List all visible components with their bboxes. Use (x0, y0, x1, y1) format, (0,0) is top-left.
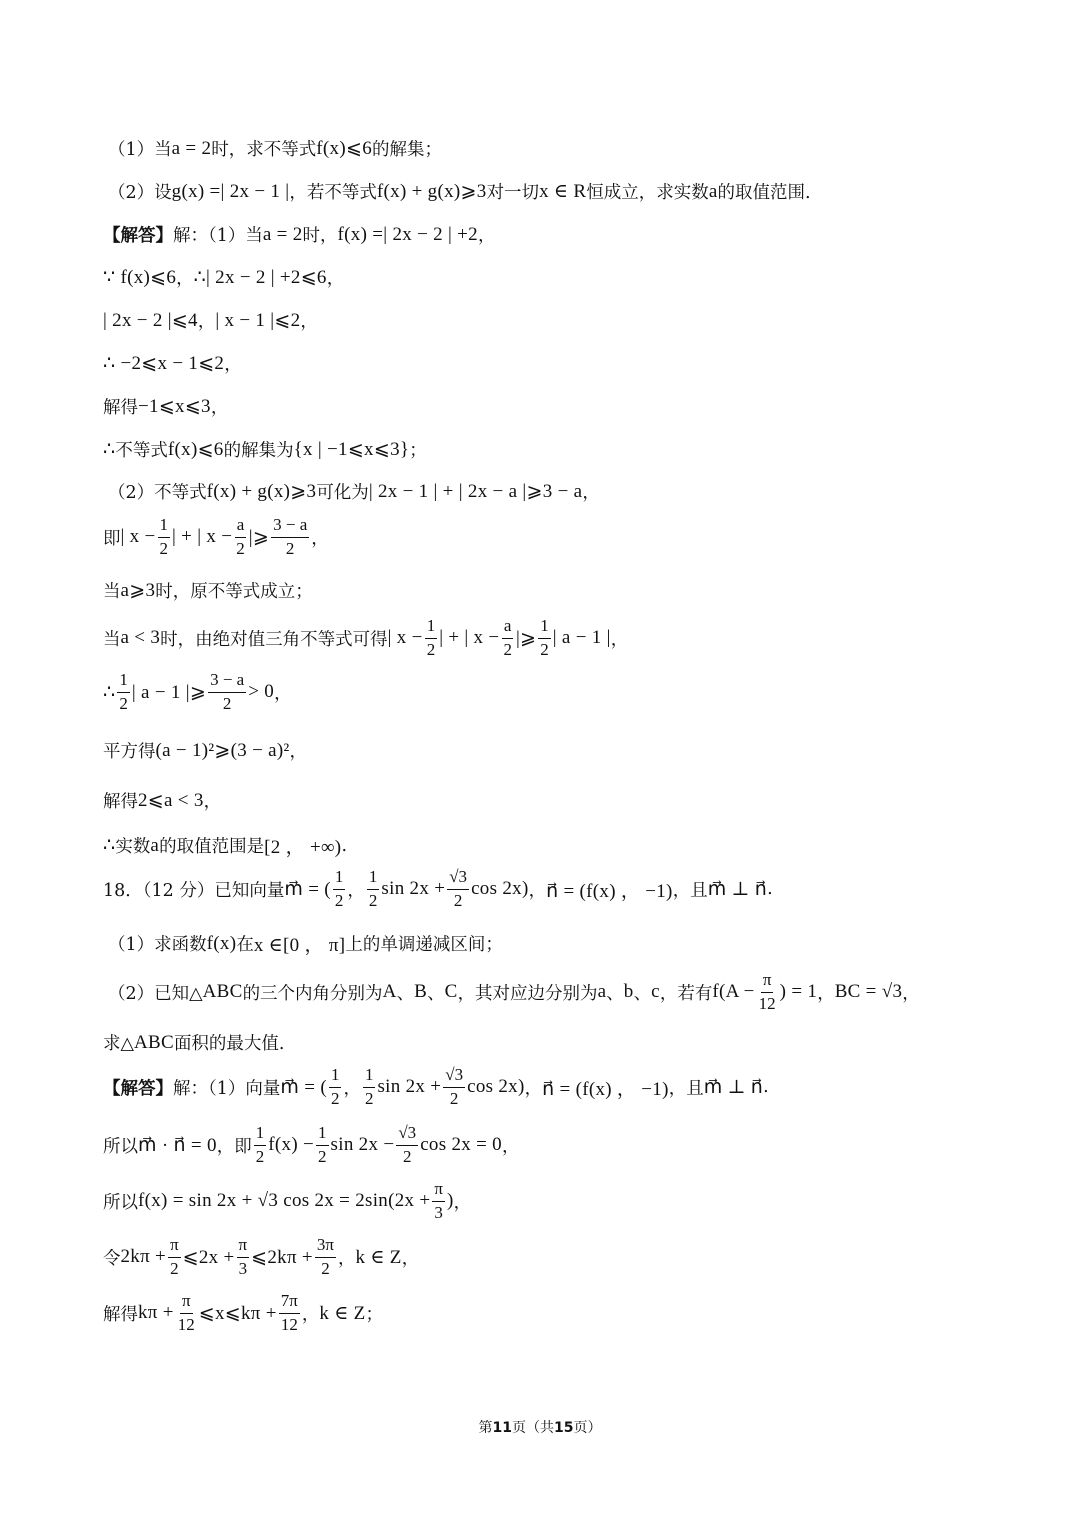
fraction: $\frac{7\pi}{12}$ (280, 1291, 298, 1334)
fraction: $\frac{3 - a}{2}$ (273, 515, 308, 558)
solution-line: ∴ −2⩽x − 1⩽2 ， (103, 353, 242, 375)
fraction: $\frac{1}{2}$ (330, 1065, 340, 1108)
fraction: $\frac{1}{2}$ (119, 670, 128, 713)
fraction: $\frac{1}{2}$ (334, 867, 344, 910)
fraction: $\frac{√3}{2}$ (449, 867, 468, 910)
fraction: $\frac{\pi}{12}$ (758, 970, 776, 1013)
solution-line: 令 2kπ + $\frac{\pi}{2}$ ⩽2x + $\frac{\pi}{3}$ ⩽2kπ + $\frac{3\pi}{2}$ ， k ∈ Z ， (103, 1235, 420, 1278)
fraction: $\frac{a}{2}$ (503, 616, 512, 659)
solution-line: 当 a⩾3 时，原不等式成立； (103, 580, 313, 602)
solution-line: 解得 −1⩽x⩽3 ， (103, 396, 229, 418)
fraction: $\frac{1}{2}$ (255, 1123, 265, 1166)
solution-line: 当 a < 3 时，由绝对值三角不等式可得 | x − $\frac{1}{2}$ | + | x − $\frac{a}{2}$ |⩾ $\frac{1}{2}$ | a − 1 | ， (103, 616, 629, 659)
solution-line: ∴ $\frac{1}{2}$ | a − 1 |⩾ $\frac{3 - a}{2}$ > 0 ， (103, 670, 292, 713)
solution-line: 平方得 (a − 1)²⩾(3 − a)² ， (103, 740, 308, 762)
solution-header: 【解答】 解：（1）当 a = 2 时， f(x) =| 2x − 2 | +2 ， (103, 223, 496, 246)
fraction: $\frac{1}{2}$ (368, 867, 378, 910)
solution-line: 即 | x − $\frac{1}{2}$ | + | x − $\frac{a}{2}$ |⩾ $\frac{3 - a}{2}$ ， (103, 515, 329, 558)
fraction: $\frac{3 - a}{2}$ (210, 670, 245, 713)
fraction: $\frac{\pi}{3}$ (434, 1179, 443, 1222)
question-part-2: （2）设 g(x) =| 2x − 1 | ，若不等式 f(x) + g(x)⩾3 对一切 x ∈ R 恒成立，求实数 a 的取值范围. (108, 180, 811, 203)
question-part-1: （1）当 a = 2 时，求不等式 f(x)⩽6 的解集； (108, 137, 442, 160)
page-footer: 第11页（共15页） (478, 1420, 602, 1436)
solution-line: （2）不等式 f(x) + g(x)⩾3 可化为 | 2x − 1 | + | 2x − a |⩾3 − a ， (108, 481, 600, 503)
solution-line: ∴ 不等式 f(x)⩽6 的解集为 {x | −1⩽x⩽3} ； (103, 439, 427, 461)
solution-line: | 2x − 2 |⩽4 ， | x − 1 |⩽2 ， (103, 310, 318, 332)
question-18-part-2-cont: 求△ ABC 面积的最大值. (103, 1031, 285, 1054)
solution-header: 【解答】 解：（1）向量 m⃗ = ( $\frac{1}{2}$ ， $\frac{1}{2}$ sin 2x + $\frac{√3}{2}$ cos 2x) ， n⃗ = (f(x) ， −1) ，且 m⃗ ⊥ n⃗ . (103, 1065, 769, 1108)
question-18-part-1: （1）求函数 f(x) 在 x ∈[0 ， π] 上的单调递减区间； (108, 932, 503, 956)
fraction: $\frac{√3}{2}$ (398, 1123, 417, 1166)
fraction: $\frac{3\pi}{2}$ (316, 1235, 335, 1278)
solution-line: 解得 2⩽a < 3 ， (103, 790, 222, 812)
fraction: $\frac{√3}{2}$ (445, 1065, 464, 1108)
question-18: 18．（12 分）已知向量 m⃗ = ( $\frac{1}{2}$ ， $\frac{1}{2}$ sin 2x + $\frac{√3}{2}$ cos 2x) ， n⃗ = (f(x) ， −1) ，且 m⃗ ⊥ n⃗ . (103, 867, 773, 910)
solution-line: ∴ 实数 a 的取值范围是 [2 ， +∞) . (103, 834, 348, 858)
solution-line: 所以 f(x) = sin 2x + √3 cos 2x = 2sin(2x + $\frac{\pi}{3}$ ) ， (103, 1179, 472, 1222)
fraction: $\frac{1}{2}$ (159, 515, 169, 558)
fraction: $\frac{1}{2}$ (426, 616, 436, 659)
page-number: 11 (492, 1420, 512, 1436)
solution-line: ∵ f(x)⩽6 ， ∴| 2x − 2 | +2⩽6 ， (103, 267, 345, 289)
fraction: $\frac{1}{2}$ (364, 1065, 374, 1108)
solution-line: 所以 m⃗ · n⃗ = 0 ，即 $\frac{1}{2}$ f(x) − $\frac{1}{2}$ sin 2x − $\frac{√3}{2}$ cos 2x = 0 ， (103, 1123, 520, 1166)
solution-line: 解得 kπ + $\frac{\pi}{12}$ ⩽x⩽kπ + $\frac{7\pi}{12}$ ， k ∈ Z ； (103, 1291, 384, 1334)
fraction: $\frac{1}{2}$ (318, 1123, 327, 1166)
fraction: $\frac{a}{2}$ (236, 515, 245, 558)
fraction: $\frac{1}{2}$ (540, 616, 549, 659)
fraction: $\frac{\pi}{12}$ (177, 1291, 195, 1334)
page-total: 15 (554, 1420, 574, 1436)
fraction: $\frac{\pi}{3}$ (238, 1235, 248, 1278)
fraction: $\frac{\pi}{2}$ (170, 1235, 179, 1278)
question-18-part-2: （2）已知△ ABC 的三个内角分别为 A 、 B 、 C ，其对应边分别为 a 、 b 、 c ，若有 f(A − $\frac{\pi}{12}$ ) = 1 ， BC = √3 ， (108, 970, 920, 1013)
